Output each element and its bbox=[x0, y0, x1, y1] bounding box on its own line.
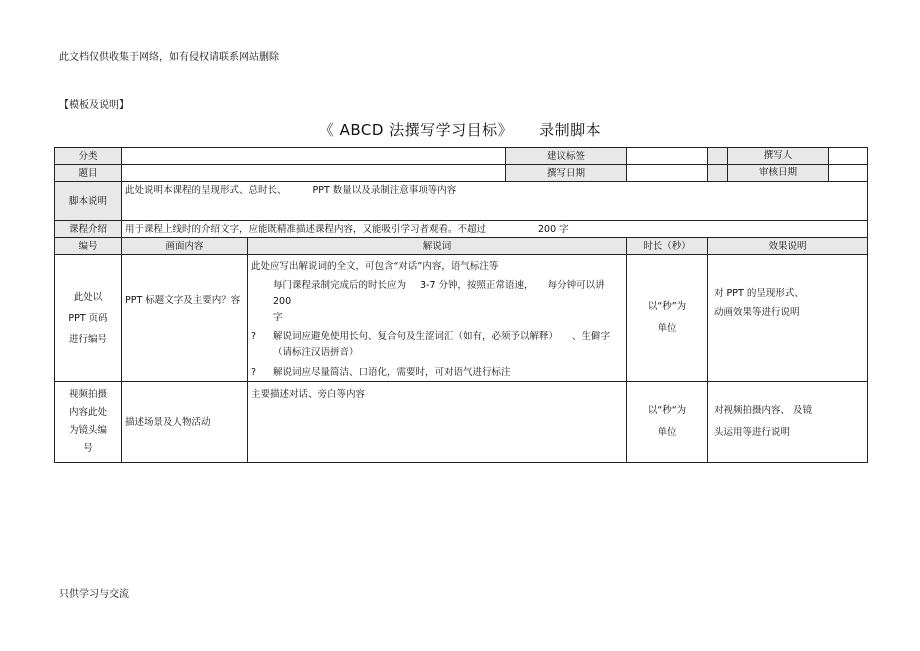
intro-label: 课程介绍 bbox=[55, 221, 122, 238]
date-value[interactable] bbox=[627, 165, 708, 182]
col-number: 编号 bbox=[55, 238, 122, 255]
col-effect: 效果说明 bbox=[708, 238, 868, 255]
review-value[interactable] bbox=[728, 165, 868, 182]
row1-narration: 此处应写出解说词的全文，可包含“对话”内容，语气标注等 每门课程录制完成后的时长应为 3-7 分钟，按照正常语速， 每分钟可以讲 200 字 ? 解说词应避免使用长句、复合句及生涩词汇（如有，必须予以解释） 、生僻字 （请标注汉语拼音） ? 解说词应尽量简洁、口语化，需要时，可对语气进行标注 bbox=[248, 255, 627, 382]
author-label: 撰写人 bbox=[728, 148, 829, 164]
intro-value: 用于课程上线时的介绍文字，应能既精准描述课程内容，又能吸引学习者观看。不超过 200 字 bbox=[122, 221, 868, 238]
topic-value[interactable] bbox=[122, 165, 506, 182]
col-duration: 时长（秒） bbox=[627, 238, 708, 255]
row1-duration: 以“秒”为 单位 bbox=[627, 255, 708, 382]
table-row bbox=[55, 382, 868, 463]
table-row bbox=[55, 255, 868, 382]
row2-effect: 对视频拍摄内容、 及镜 头运用等进行说明 bbox=[708, 382, 868, 463]
col-narration: 解说词 bbox=[248, 238, 627, 255]
col-screen: 画面内容 bbox=[122, 238, 248, 255]
row2-narration: 主要描述对话、旁白等内容 bbox=[248, 382, 627, 463]
date-label: 撰写日期 bbox=[506, 165, 627, 182]
tag-value[interactable] bbox=[627, 148, 708, 165]
row1-effect: 对 PPT 的呈现形式、 动画效果等进行说明 bbox=[708, 255, 868, 382]
script-desc-value: 此处说明本课程的呈现形式、总时长、 PPT 数量以及录制注意事项等内容 bbox=[122, 182, 868, 221]
category-label: 分类 bbox=[55, 148, 122, 165]
tag-label: 建议标签 bbox=[506, 148, 627, 165]
header-note: 此文档仅供收集于网络，如有侵权请联系网站删除 bbox=[59, 52, 279, 63]
script-desc-label: 脚本说明 bbox=[55, 182, 122, 221]
author-value[interactable] bbox=[728, 148, 868, 165]
title-suffix: 录制脚本 bbox=[539, 121, 602, 139]
row2-screen: 描述场景及人物活动 bbox=[122, 382, 248, 463]
title-main: 《 ABCD 法撰写学习目标》 bbox=[318, 121, 514, 139]
category-value[interactable] bbox=[122, 148, 506, 165]
document-title bbox=[0, 119, 920, 140]
review-label-spacer bbox=[708, 165, 728, 182]
row1-screen: PPT 标题文字及主要内？容 bbox=[122, 255, 248, 382]
section-tag: 【模板及说明】 bbox=[59, 100, 129, 111]
topic-label: 题目 bbox=[55, 165, 122, 182]
script-table bbox=[54, 147, 868, 463]
footer-note: 只供学习与交流 bbox=[59, 589, 129, 600]
row1-number: 此处以 PPT 页码 进行编号 bbox=[55, 255, 122, 382]
author-label-spacer bbox=[708, 148, 728, 165]
row2-duration: 以“秒“为 单位 bbox=[627, 382, 708, 463]
row2-number: 视频拍摄 内容此处 为镜头编 号 bbox=[55, 382, 122, 463]
review-label: 审核日期 bbox=[728, 165, 829, 181]
